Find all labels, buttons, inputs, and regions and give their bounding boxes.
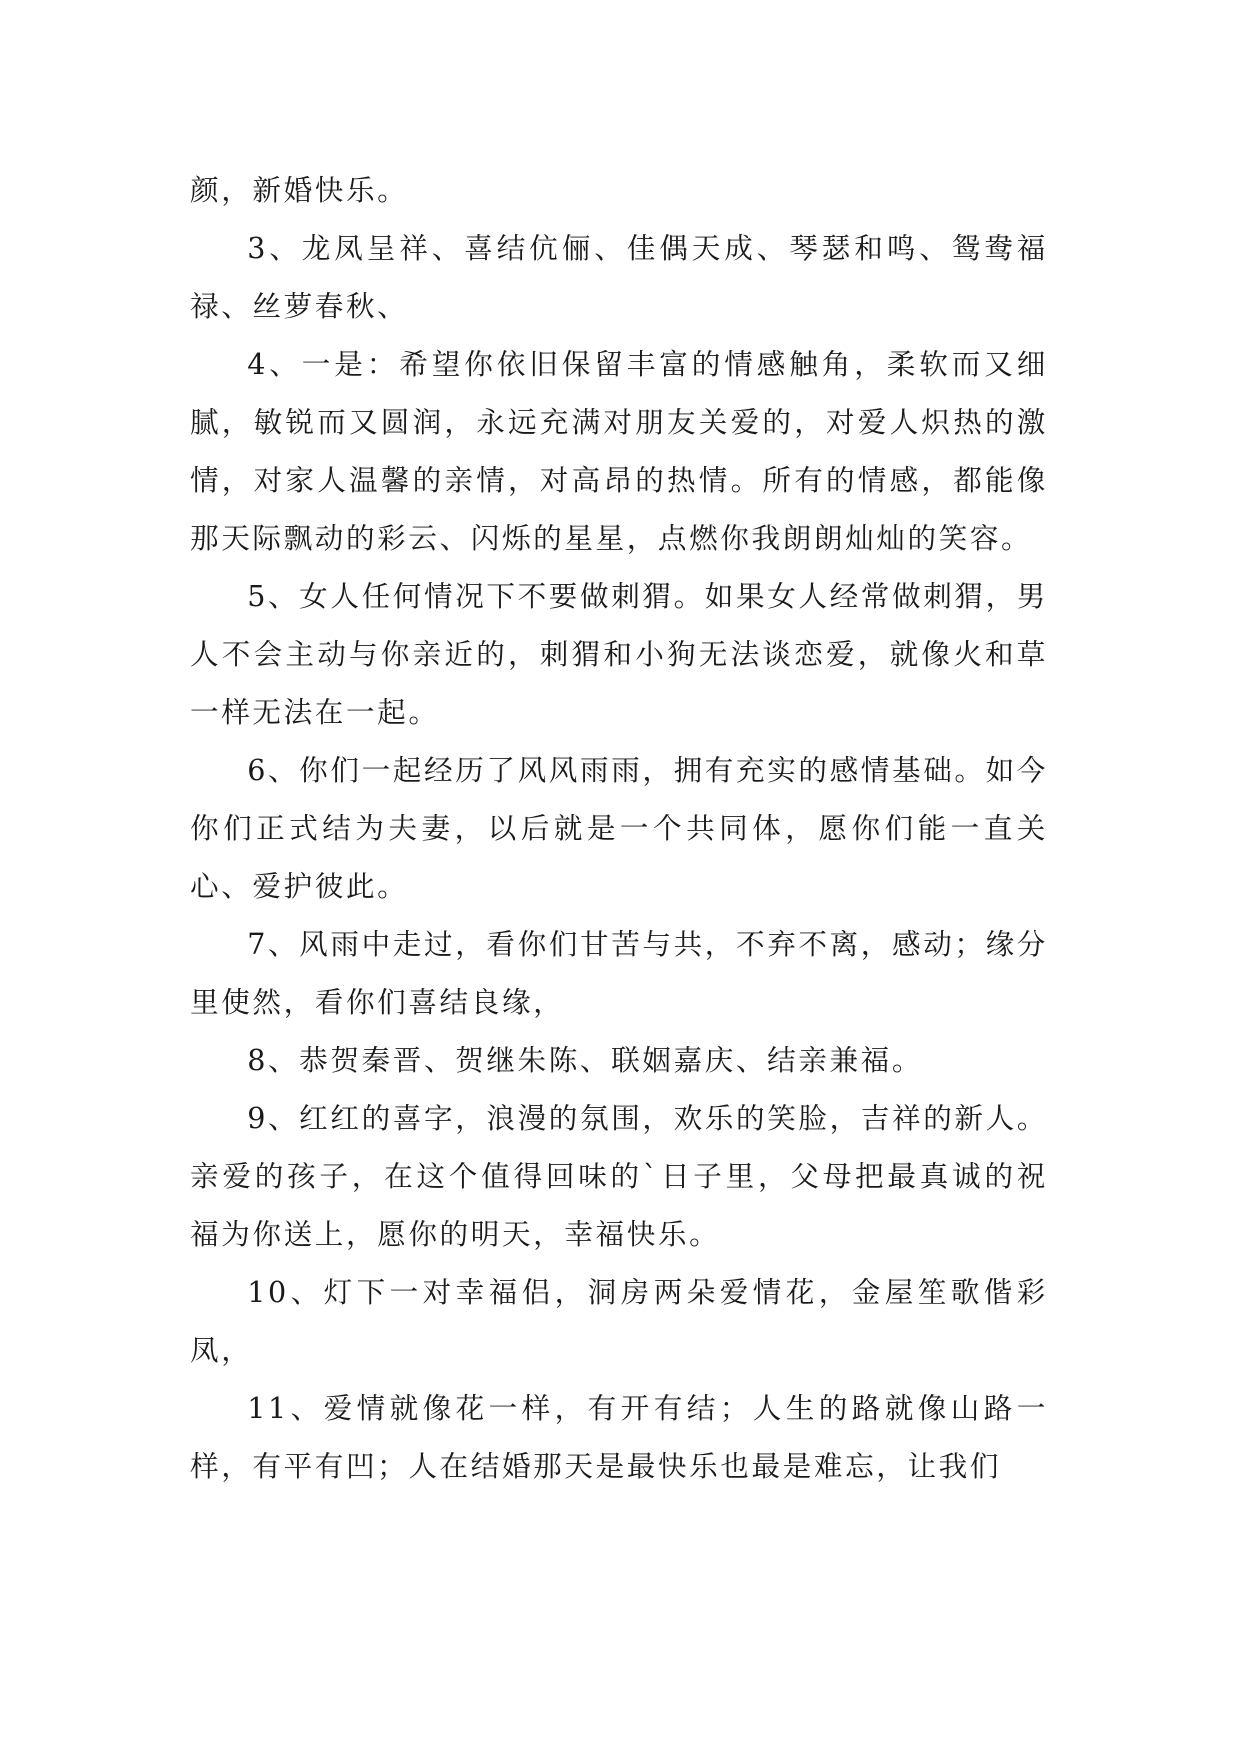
paragraph-3: 3、龙凤呈祥、喜结伉俪、佳偶天成、琴瑟和鸣、鸳鸯福禄、丝萝春秋、 <box>190 231 1048 323</box>
paragraph-9: 9、红红的喜字，浪漫的氛围，欢乐的笑脸，吉祥的新人。亲爱的孩子，在这个值得回味的`日子里，父母把最真诚的祝福为你送上，愿你的明天，幸福快乐。 <box>190 1101 1048 1251</box>
paragraph-10: 10、灯下一对幸福侣，洞房两朵爱情花，金屋笙歌偕彩凤， <box>190 1275 1048 1367</box>
paragraph-7: 7、风雨中走过，看你们甘苦与共，不弃不离，感动；缘分里使然，看你们喜结良缘， <box>190 927 1048 1019</box>
paragraph-11: 11、爱情就像花一样，有开有结；人生的路就像山路一样，有平有凹；人在结婚那天是最快乐也最是难忘，让我们 <box>190 1391 1048 1483</box>
paragraph-4: 4、一是：希望你依旧保留丰富的情感触角，柔软而又细腻，敏锐而又圆润，永远充满对朋友关爱的，对爱人炽热的激情，对家人温馨的亲情，对高昂的热情。所有的情感，都能像那天际飘动的彩云、闪烁的星星，点燃你我朗朗灿灿的笑容。 <box>190 347 1048 555</box>
paragraph-5: 5、女人任何情况下不要做刺猬。如果女人经常做刺猬，男人不会主动与你亲近的，刺猬和小狗无法谈恋爱，就像火和草一样无法在一起。 <box>190 579 1048 729</box>
document-body <box>190 161 1048 1495</box>
paragraph-continuation: 颜，新婚快乐。 <box>190 173 409 207</box>
paragraph-8: 8、恭贺秦晋、贺继朱陈、联姻嘉庆、结亲兼福。 <box>247 1043 924 1077</box>
paragraph-6: 6、你们一起经历了风风雨雨，拥有充实的感情基础。如今你们正式结为夫妻，以后就是一个共同体，愿你们能一直关心、爱护彼此。 <box>190 753 1048 903</box>
